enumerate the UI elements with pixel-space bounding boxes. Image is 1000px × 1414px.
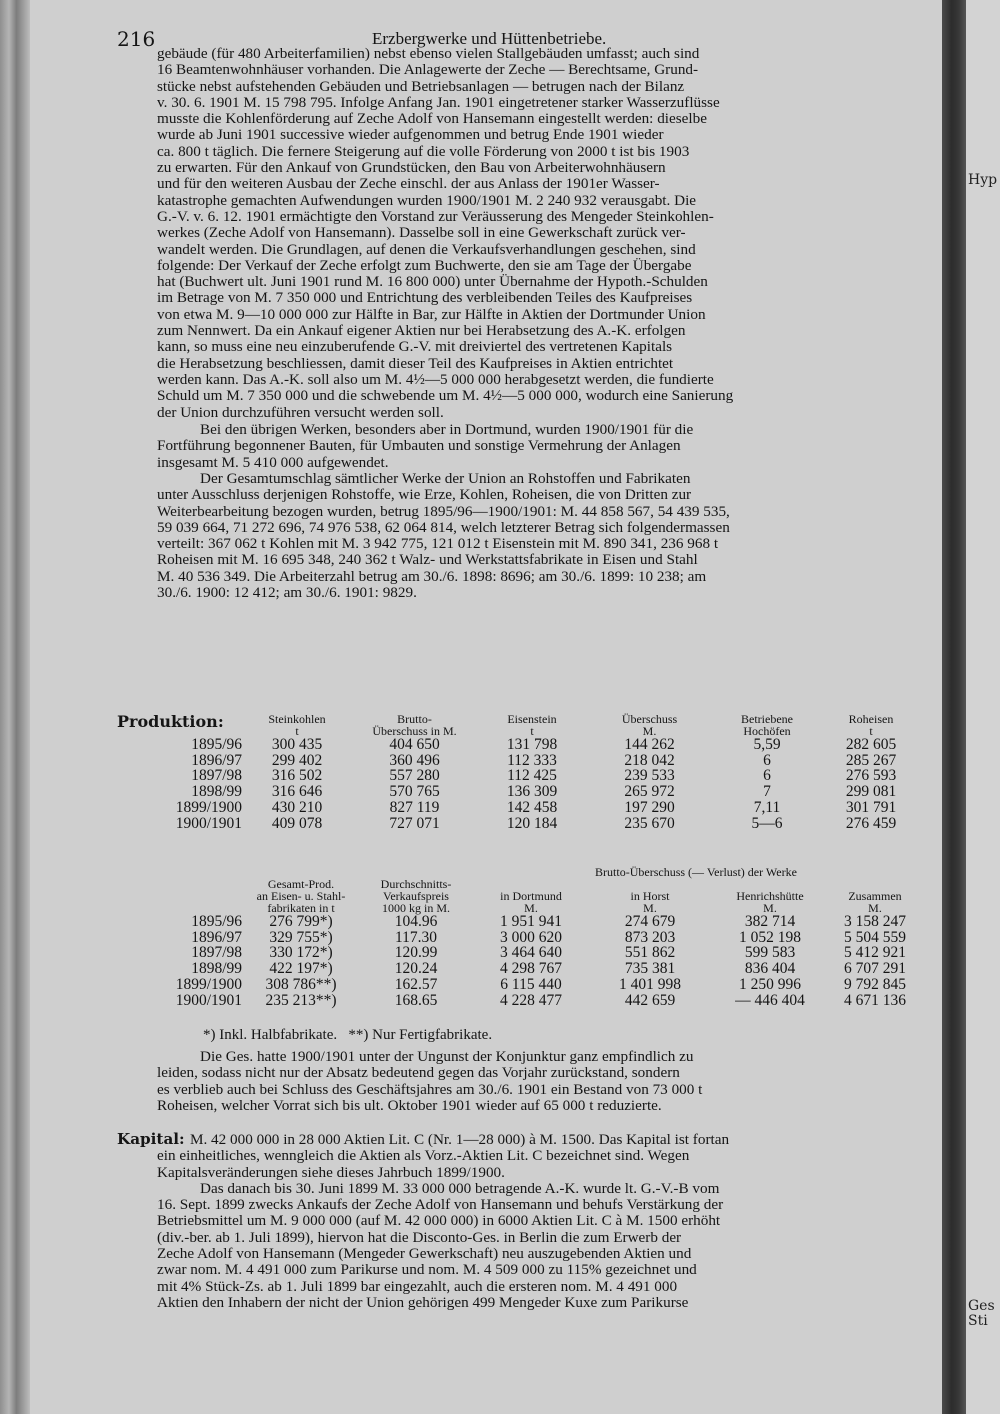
column-header: Betriebene Hochöfen [741, 712, 793, 738]
produktion-label: Produktion: [117, 712, 224, 731]
value-cell: 360 496 [389, 751, 440, 769]
text-line: Schuld um M. 7 350 000 und die schwebende um M. 4½—5 000 000, wodurch eine Sanierung [157, 387, 734, 405]
text-line: M. 40 536 349. Die Arbeiterzahl betrug am 30./6. 1898: 8696; am 30./6. 1899: 10 238; am [157, 567, 707, 585]
text-line: zu erwarten. Für den Ankauf von Grundstücken, den Bau von Arbeiterwohnhäusern [157, 159, 666, 177]
text-line: Roheisen, welcher Vorrat sich bis ult. Oktober 1901 wieder auf 65 000 t reduzierte. [157, 1096, 662, 1114]
running-head: Erzbergwerke und Hüttenbetriebe. [372, 29, 607, 48]
table-row [150, 800, 920, 816]
value-cell: 120 184 [506, 814, 558, 832]
text-line: 16 Beamtenwohnhäuser vorhanden. Die Anlagewerte der Zeche — Berechtsame, Grund- [157, 61, 699, 79]
production-table-2 [150, 866, 920, 1008]
text-line: kann, so muss eine neu einzuberufende G.-V. mit dreiviertel des vertretenen Kapitals [157, 338, 673, 356]
text-line: katastrophe gemachten Aufwendungen wurden 1900/1901 M. 2 240 932 verausgabt. Die [157, 191, 697, 209]
value-cell: 308 786**) [265, 975, 337, 993]
value-cell: 112 333 [507, 751, 557, 769]
value-cell: 5 412 921 [844, 944, 906, 962]
value-cell: 7 [763, 783, 771, 801]
value-cell: 144 262 [624, 736, 675, 753]
text-line: ca. 800 t täglich. Die fernere Steigerung auf die volle Förderung von 2000 t ist bis 1903 [157, 142, 690, 160]
year-cell: 1899/1900 [175, 975, 242, 993]
column-header: Überschuss M. [621, 712, 678, 738]
column-header: Gesamt-Prod. an Eisen- u. Stahl- fabrikaten in t [256, 877, 346, 915]
text-line: die Herabsetzung beschliessen, damit dieser Teil des Kaufpreises in Aktien entrichtet [157, 354, 674, 372]
text-line: Die Ges. hatte 1900/1901 unter der Ungunst der Konjunktur ganz empfindlich zu [200, 1049, 694, 1065]
text-line: (div.-ber. ab 1. Juli 1899), hiervon hat die Disconto-Ges. in Berlin die zum Erwerb der [157, 1228, 682, 1246]
paragraph-zeche-hansemann [157, 46, 932, 421]
text-line: stücke nebst aufstehenden Gebäuden und Betriebsanlagen — betrugen nach der Bilanz [157, 77, 685, 95]
column-header: Brutto- Überschuss in M. [372, 712, 457, 738]
table-row [150, 930, 920, 946]
paragraph-dortmund-investments [157, 422, 932, 471]
value-cell: 299 081 [845, 783, 897, 801]
value-cell: 235 670 [624, 814, 675, 832]
value-cell: 836 404 [744, 960, 796, 978]
value-cell: 6 115 440 [500, 975, 562, 993]
text-line: musste die Kohlenförderung auf Zeche Adolf von Hansemann eingestellt werden: dieselbe [157, 110, 707, 128]
text-line: zum Nennwert. Da ein Ankauf eigener Aktien nur bei Herabsetzung des A.-K. erfolgen [157, 322, 686, 340]
value-cell: 299 402 [271, 751, 323, 769]
table-row [150, 914, 920, 930]
table-row [150, 816, 920, 832]
column-header [150, 878, 242, 914]
year-cell: 1895/96 [191, 913, 242, 930]
text-line: Fortführung begonnener Bauten, für Umbauten und sonstige Vermehrung der Anlagen [157, 437, 681, 455]
table-row [150, 961, 920, 977]
text-line: wurde ab Juni 1901 successive wieder aufgenommen und betrug Ende 1901 wieder [157, 126, 664, 144]
year-cell: 1900/1901 [175, 814, 242, 832]
value-cell: 873 203 [624, 928, 676, 946]
value-cell: 3 000 620 [500, 928, 562, 946]
page-number: 216 [117, 27, 156, 51]
paragraph-konjunktur [157, 1049, 932, 1114]
year-cell: 1898/99 [191, 783, 242, 801]
adjacent-page-text-fragment: Hyp [968, 172, 998, 188]
text-line: ein einheitliches, wenngleich die Aktien als Vorz.-Aktien Lit. C bezeichnet sind. Wegen [157, 1147, 690, 1165]
year-cell: 1896/97 [191, 928, 242, 946]
value-cell: 131 798 [506, 736, 558, 753]
table-row [150, 784, 920, 800]
value-cell: 4 671 136 [844, 991, 906, 1009]
value-cell: 329 755*) [269, 928, 333, 946]
paragraph-gesamtumschlag [157, 471, 932, 601]
text-line: Betriebsmittel um M. 9 000 000 (auf M. 42 000 000) in 6000 Aktien Lit. C à M. 1500 erhöht [157, 1212, 721, 1230]
value-cell: — 446 404 [735, 991, 805, 1009]
column-header [150, 713, 242, 737]
text-line: werden kann. Das A.-K. soll also um M. 4½—5 000 000 herabgesetzt werden, die fundierte [157, 370, 714, 388]
value-cell: 316 646 [271, 783, 323, 801]
value-cell: 168.65 [394, 991, 438, 1009]
table-footnote: *) Inkl. Halbfabrikate. **) Nur Fertigfabrikate. [203, 1027, 493, 1043]
value-cell: 404 650 [389, 736, 440, 753]
value-cell: 1 951 941 [500, 913, 562, 930]
value-cell: 330 172*) [269, 944, 333, 962]
column-header: Roheisen t [848, 712, 894, 738]
production-table-1 [150, 713, 920, 831]
value-cell: 827 119 [389, 798, 440, 816]
text-line: der Union durchzuführen versucht werden soll. [157, 403, 444, 421]
text-line: 59 039 664, 71 272 696, 74 976 538, 62 064 814, welch letzterer Betrag sich folgendermassen [157, 518, 730, 536]
value-cell: 5,59 [753, 736, 781, 753]
text-line: gebäude (für 480 Arbeiterfamilien) nebst ebenso vielen Stallgebäuden umfasst; auch sind [157, 46, 700, 62]
value-cell: 120.24 [394, 960, 438, 978]
value-cell: 430 210 [271, 798, 323, 816]
value-cell: 1 250 996 [739, 975, 801, 993]
value-cell: 6 [763, 751, 771, 769]
text-line: leiden, sodass nicht nur der Absatz bedeutend gegen das Vorjahr zurückstand, sondern [157, 1064, 680, 1082]
text-line: zwar nom. M. 4 491 000 zum Parikurse und nom. M. 4 509 000 zu 115% gezeichnet und [157, 1261, 697, 1279]
text-line: im Betrage von M. 7 350 000 und Entrichtung des verbleibenden Teiles des Kaufpreises [157, 289, 693, 307]
column-header: Eisenstein t [507, 712, 557, 738]
text-line [117, 1131, 932, 1148]
text-line: es verblieb auch bei Schluss des Geschäftsjahres am 30./6. 1901 ein Bestand von 73 000 t [157, 1080, 703, 1098]
value-cell: 1 401 998 [619, 975, 681, 993]
value-cell: 4 298 767 [500, 960, 562, 978]
column-header: Henrichshütte M. [736, 889, 804, 915]
value-cell: 112 425 [507, 767, 557, 785]
year-cell: 1900/1901 [175, 991, 242, 1009]
value-cell: 6 707 291 [844, 960, 906, 978]
value-cell: 235 213**) [265, 991, 337, 1009]
value-cell: 3 464 640 [500, 944, 562, 962]
table-row [150, 753, 920, 769]
value-cell: 5—6 [751, 814, 783, 832]
text-line: v. 30. 6. 1901 M. 15 798 795. Infolge Anfang Jan. 1901 eingetretener starker Wasserzuflüsse [157, 93, 720, 111]
text-line: Roheisen mit M. 16 695 348, 240 362 t Walz- und Werkstattsfabrikate in Eisen und Stahl [157, 551, 698, 569]
adjacent-page-text-fragment: Sti [968, 1313, 988, 1329]
value-cell: 382 714 [744, 913, 796, 930]
value-cell: 197 290 [624, 798, 675, 816]
text-line: G.-V. v. 6. 12. 1901 ermächtigte den Vorstand zur Veräusserung des Mengeder Steinkohlen- [157, 207, 714, 225]
column-header: in Horst M. [630, 889, 670, 915]
kapital-text: M. 42 000 000 in 28 000 Aktien Lit. C (Nr. 1—28 000) à M. 1500. Das Kapital ist fortan [189, 1131, 730, 1148]
table-row [150, 737, 920, 753]
text-line: Der Gesamtumschlag sämtlicher Werke der Union an Rohstoffen und Fabrikaten [200, 471, 691, 487]
value-cell: 4 228 477 [500, 991, 562, 1009]
text-line: unter Ausschluss derjenigen Rohstoffe, wie Erze, Kohlen, Roheisen, die von Dritten zur [157, 486, 692, 504]
text-line: und für den weiteren Ausbau der Zeche einschl. der aus Anlass der 1901er Wasser- [157, 175, 660, 193]
column-header: Steinkohlen t [268, 712, 326, 738]
value-cell: 735 381 [624, 960, 676, 978]
value-cell: 276 799*) [269, 913, 333, 930]
value-cell: 117.30 [394, 928, 438, 946]
value-cell: 3 158 247 [844, 913, 906, 930]
text-line: Das danach bis 30. Juni 1899 M. 33 000 000 betragende A.-K. wurde lt. G.-V.-B vom [200, 1179, 720, 1197]
value-cell: 300 435 [271, 736, 323, 753]
text-line: folgende: Der Verkauf der Zeche erfolgt zum Buchwerte, den sie am Tage der Übergabe [157, 256, 692, 274]
value-cell: 274 679 [624, 913, 676, 930]
kapital-label: Kapital: [117, 1130, 190, 1148]
value-cell: 276 593 [845, 767, 897, 785]
value-cell: 316 502 [271, 767, 323, 785]
value-cell: 265 972 [624, 783, 675, 801]
text-line: wandelt werden. Die Grundlagen, auf denen die Verkaufsverhandlungen geschehen, sind [157, 240, 696, 258]
column-header: Zusammen M. [848, 889, 902, 915]
value-cell: 142 458 [506, 798, 558, 816]
text-line: werkes (Zeche Adolf von Hansemann). Dasselbe soll in eine Gewerkschaft zurück ver- [157, 224, 686, 242]
value-cell: 162.57 [394, 975, 438, 993]
value-cell: 104.96 [394, 913, 438, 930]
text-line: 16. Sept. 1899 zwecks Ankaufs der Zeche Adolf von Hansemann und behufs Verstärkung der [157, 1196, 724, 1214]
kapital-section [117, 1131, 932, 1311]
value-cell: 1 052 198 [739, 928, 801, 946]
value-cell: 301 791 [845, 798, 897, 816]
value-cell: 599 583 [744, 944, 796, 962]
adjacent-page-text-fragment: Ges [968, 1298, 995, 1314]
text-line: insgesamt M. 5 410 000 aufgewendet. [157, 453, 389, 471]
text-line: Zeche Adolf von Hansemann (Mengeder Gewerkschaft) neu auszugebenden Aktien und [157, 1245, 692, 1263]
book-spine-shadow [942, 0, 966, 1414]
text-line: Weiterbearbeitung bezogen wurden, betrug 1895/96—1900/1901: M. 44 858 567, 54 439 535, [157, 502, 730, 520]
text-line: Kapitalsveränderungen siehe dieses Jahrbuch 1899/1900. [157, 1163, 505, 1181]
value-cell: 557 280 [389, 767, 440, 785]
year-cell: 1897/98 [191, 767, 242, 785]
value-cell: 239 533 [624, 767, 675, 785]
year-cell: 1899/1900 [175, 798, 242, 816]
year-cell: 1895/96 [191, 736, 242, 753]
value-cell: 218 042 [624, 751, 675, 769]
text-line: mit 4% Stück-Zs. ab 1. Juli 1899 bar eingezahlt, auch die ersteren nom. M. 4 491 000 [157, 1277, 678, 1295]
text-line: Bei den übrigen Werken, besonders aber in Dortmund, wurden 1900/1901 für die [200, 422, 694, 438]
group-header-brutto-ueberschuss: Brutto-Überschuss (— Verlust) der Werke [595, 865, 797, 879]
text-line: Aktien den Inhabern der nicht der Union gehörigen 499 Mengeder Kuxe zum Parikurse [157, 1293, 689, 1311]
value-cell: 727 071 [389, 814, 440, 832]
year-cell: 1898/99 [191, 960, 242, 978]
adjacent-page-edge [966, 0, 1000, 1414]
table-row [150, 768, 920, 784]
value-cell: 7,11 [753, 798, 781, 816]
value-cell: 422 197*) [269, 960, 333, 978]
year-cell: 1897/98 [191, 944, 242, 962]
column-header: in Dortmund M. [500, 889, 562, 915]
value-cell: 442 659 [624, 991, 676, 1009]
value-cell: 6 [763, 767, 771, 785]
value-cell: 120.99 [394, 944, 438, 962]
value-cell: 570 765 [389, 783, 440, 801]
value-cell: 276 459 [845, 814, 897, 832]
value-cell: 282 605 [845, 736, 897, 753]
value-cell: 9 792 845 [844, 975, 906, 993]
text-line: von etwa M. 9—10 000 000 zur Hälfte in Bar, zur Hälfte in Aktien der Dortmunder Union [157, 305, 706, 323]
value-cell: 136 309 [506, 783, 558, 801]
table-row [150, 977, 920, 993]
value-cell: 551 862 [624, 944, 676, 962]
column-header: Durchschnitts- Verkaufspreis 1000 kg in M. [380, 877, 452, 915]
value-cell: 5 504 559 [844, 928, 906, 946]
value-cell: 409 078 [271, 814, 323, 832]
value-cell: 285 267 [845, 751, 897, 769]
text-line: 30./6. 1900: 12 412; am 30./6. 1901: 9829. [157, 584, 417, 602]
year-cell: 1896/97 [191, 751, 242, 769]
table-row [150, 993, 920, 1009]
text-line: hat (Buchwert ult. Juni 1901 rund M. 16 800 000) unter Übernahme der Hypoth.-Schulden [157, 273, 708, 291]
text-line: verteilt: 367 062 t Kohlen mit M. 3 942 775, 121 012 t Eisenstein mit M. 890 341, 236 968 t [157, 535, 719, 553]
scan-left-edge [0, 0, 30, 1414]
table-row [150, 945, 920, 961]
